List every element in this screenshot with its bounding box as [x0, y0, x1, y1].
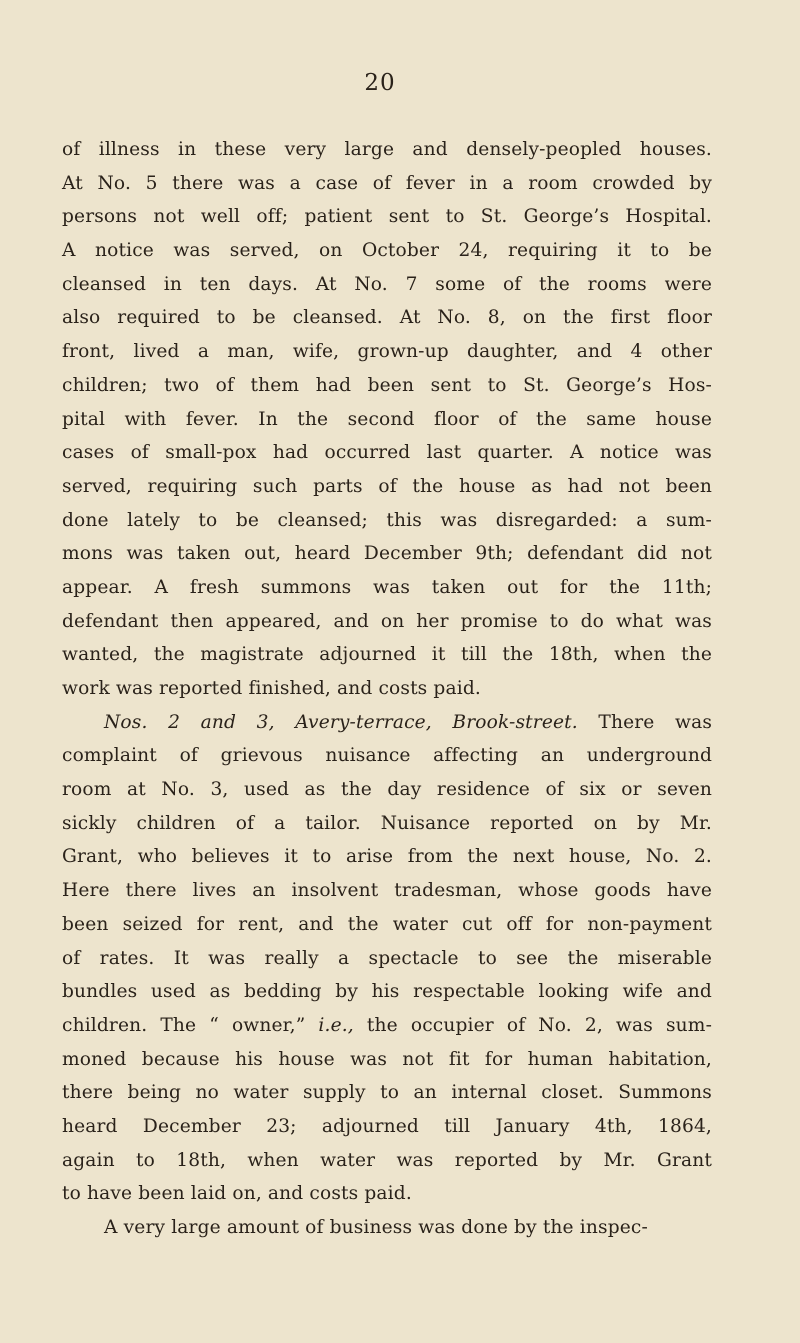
- text-line: front, lived a man, wife, grown-up daughter, and 4 other: [62, 341, 712, 363]
- text-line: A notice was served, on October 24, requiring it to be: [62, 240, 712, 262]
- text-line: again to 18th, when water was reported by Mr. Grant: [62, 1149, 712, 1171]
- text-line: Grant, who believes it to arise from the next house, No. 2.: [62, 846, 712, 868]
- text-line: mons was taken out, heard December 9th; defendant did not: [62, 543, 712, 565]
- text-line: also required to be cleansed. At No. 8, on the first floor: [62, 307, 712, 329]
- text-line: there being no water supply to an internal closet. Summons: [62, 1082, 712, 1104]
- text-line: appear. A fresh summons was taken out for the 11th;: [62, 576, 712, 598]
- owner-line-before: children. The “ owner,”: [62, 1014, 306, 1036]
- paragraph-3: [62, 1211, 712, 1245]
- text-line: persons not well off; patient sent to St. George’s Hospital.: [62, 206, 712, 228]
- text-line: room at No. 3, used as the day residence of six or seven: [62, 779, 712, 801]
- paragraph-heading: Nos. 2 and 3, Avery-terrace, Brook-street.: [104, 711, 578, 733]
- text-line: served, requiring such parts of the house as had not been: [62, 475, 712, 497]
- text-line: of illness in these very large and densely-peopled houses.: [62, 139, 712, 160]
- text-line: heard December 23; adjourned till January 4th, 1864,: [62, 1115, 712, 1137]
- text-line: cleansed in ten days. At No. 7 some of the rooms were: [62, 273, 712, 295]
- text-line: cases of small-pox had occurred last quarter. A notice was: [62, 442, 712, 464]
- text-line: bundles used as bedding by his respectable looking wife and: [62, 981, 712, 1003]
- text-line: defendant then appeared, and on her promise to do what was: [62, 610, 712, 632]
- paragraph-2: [62, 706, 712, 1211]
- text-line: of rates. It was really a spectacle to see the miserable: [62, 947, 712, 969]
- text-line: [62, 706, 712, 740]
- text-line: [62, 1009, 712, 1043]
- text-line: children; two of them had been sent to St. George’s Hos-: [62, 374, 712, 396]
- text-line: sickly children of a tailor. Nuisance reported on by Mr.: [62, 812, 712, 834]
- text-line: At No. 5 there was a case of fever in a room crowded by: [62, 172, 712, 194]
- paragraph-1: [62, 133, 712, 706]
- text-line: pital with fever. In the second floor of the same house: [62, 408, 712, 430]
- page-number: 20: [364, 70, 396, 96]
- text-line: done lately to be cleansed; this was disregarded: a sum-: [62, 509, 712, 531]
- text-line: wanted, the magistrate adjourned it till the 18th, when the: [62, 644, 712, 666]
- owner-line-after: the occupier of No. 2, was sum-: [366, 1014, 713, 1036]
- text-line: moned because his house was not fit for human habitation,: [62, 1048, 712, 1070]
- text-line: Here there lives an insolvent tradesman, whose goods have: [62, 880, 712, 902]
- owner-line-italic: i.e.,: [318, 1014, 354, 1036]
- text-line: A very large amount of business was done by the inspec-: [104, 1217, 648, 1238]
- text-line: to have been laid on, and costs paid.: [62, 1183, 412, 1205]
- text-line: complaint of grievous nuisance affecting an underground: [62, 745, 712, 767]
- text-line: been seized for rent, and the water cut off for non-payment: [62, 913, 712, 935]
- heading-line-rest: There was: [598, 711, 713, 733]
- body-text: [62, 133, 712, 1245]
- text-line: work was reported finished, and costs paid.: [62, 678, 481, 699]
